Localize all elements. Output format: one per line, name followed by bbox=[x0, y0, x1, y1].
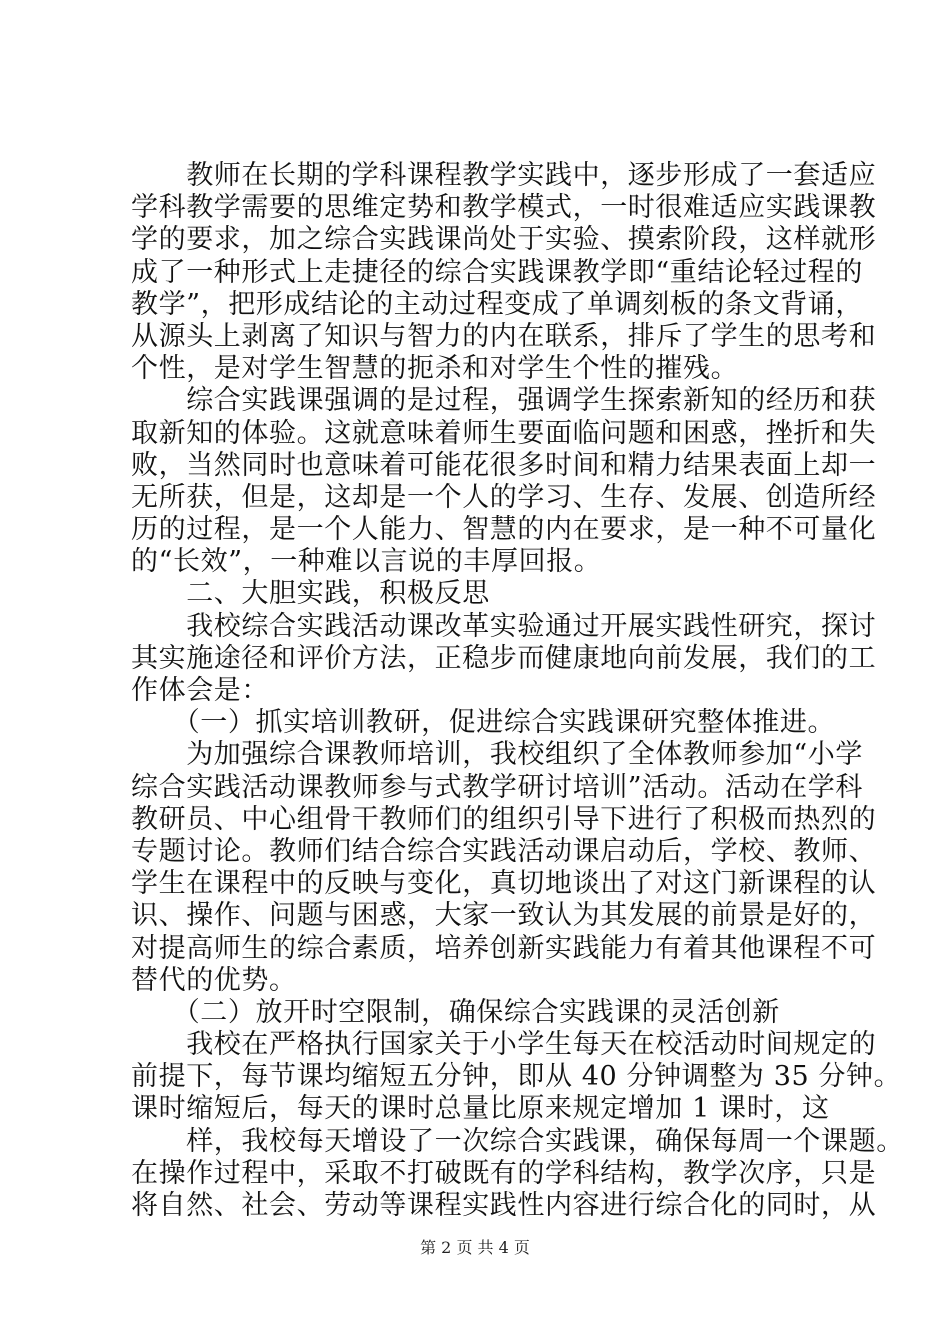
text-line: 学科教学需要的思维定势和教学模式，一时很难适应实践课教 bbox=[131, 192, 877, 224]
text-line: 专题讨论。教师们结合综合实践活动课启动后，学校、教师、 bbox=[131, 835, 877, 867]
subsection-heading: （一）抓实培训教研，促进综合实践课研究整体推进。 bbox=[131, 707, 836, 739]
text-line: 课时缩短后，每天的课时总量比原来规定增加 1 课时，这 bbox=[131, 1093, 830, 1125]
text-line: 综合实践活动课教师参与式教学研讨培训”活动。活动在学科 bbox=[131, 771, 864, 803]
text-line: 成了一种形式上走捷径的综合实践课教学即“重结论轻过程的 bbox=[131, 256, 864, 288]
text-line: 教研员、中心组骨干教师们的组织引导下进行了积极而热烈的 bbox=[131, 803, 877, 835]
text-line: 前提下，每节课均缩短五分钟，即从 40 分钟调整为 35 分钟。 bbox=[131, 1061, 902, 1093]
text-line: 作体会是： bbox=[131, 675, 269, 706]
text-line: 替代的优势。 bbox=[131, 964, 297, 996]
text-line: 我校综合实践活动课改革实验通过开展实践性研究，探讨 bbox=[131, 610, 877, 642]
text-line: 为加强综合课教师培训，我校组织了全体教师参加“小学 bbox=[131, 739, 864, 771]
text-line: 教学”，把形成结论的主动过程变成了单调刻板的条文背诵， bbox=[131, 288, 864, 320]
text-line: 综合实践课强调的是过程，强调学生探索新知的经历和获 bbox=[131, 385, 877, 417]
text-line: 学的要求，加之综合实践课尚处于实验、摸索阶段，这样就形 bbox=[131, 224, 877, 256]
text-line: 教师在长期的学科课程教学实践中，逐步形成了一套适应 bbox=[131, 160, 877, 191]
text-line: 的“长效”，一种难以言说的丰厚回报。 bbox=[131, 546, 602, 578]
section-heading: 二、大胆实践，积极反思 bbox=[131, 578, 490, 610]
text-line: 我校在严格执行国家关于小学生每天在校活动时间规定的 bbox=[131, 1029, 877, 1061]
subsection-heading: （二）放开时空限制，确保综合实践课的灵活创新 bbox=[131, 996, 780, 1028]
text-line: 历的过程，是一个人能力、智慧的内在要求，是一种不可量化 bbox=[131, 514, 877, 546]
text-line: 将自然、社会、劳动等课程实践性内容进行综合化的同时，从 bbox=[131, 1190, 877, 1221]
text-line: 取新知的体验。这就意味着师生要面临问题和困惑，挫折和失 bbox=[131, 417, 877, 449]
text-line: 识、操作、问题与困惑，大家一致认为其发展的前景是好的， bbox=[131, 900, 877, 932]
text-line: 败，当然同时也意味着可能花很多时间和精力结果表面上却一 bbox=[131, 449, 877, 481]
page-number-footer: 第 2 页 共 4 页 bbox=[420, 1238, 530, 1257]
text-line: 样，我校每天增设了一次综合实践课，确保每周一个课题。 bbox=[131, 1125, 904, 1157]
text-line: 其实施途径和评价方法，正稳步而健康地向前发展，我们的工 bbox=[131, 642, 877, 674]
text-line: 在操作过程中，采取不打破既有的学科结构，教学次序，只是 bbox=[131, 1157, 877, 1189]
text-line: 无所获，但是，这却是一个人的学习、生存、发展、创造所经 bbox=[131, 481, 877, 513]
text-line: 对提高师生的综合素质，培养创新实践能力有着其他课程不可 bbox=[131, 932, 877, 964]
text-line: 从源头上剥离了知识与智力的内在联系，排斥了学生的思考和 bbox=[131, 320, 877, 352]
text-line: 学生在课程中的反映与变化，真切地谈出了对这门新课程的认 bbox=[131, 868, 877, 900]
text-line: 个性，是对学生智慧的扼杀和对学生个性的摧残。 bbox=[131, 353, 739, 385]
document-body bbox=[131, 160, 904, 1222]
